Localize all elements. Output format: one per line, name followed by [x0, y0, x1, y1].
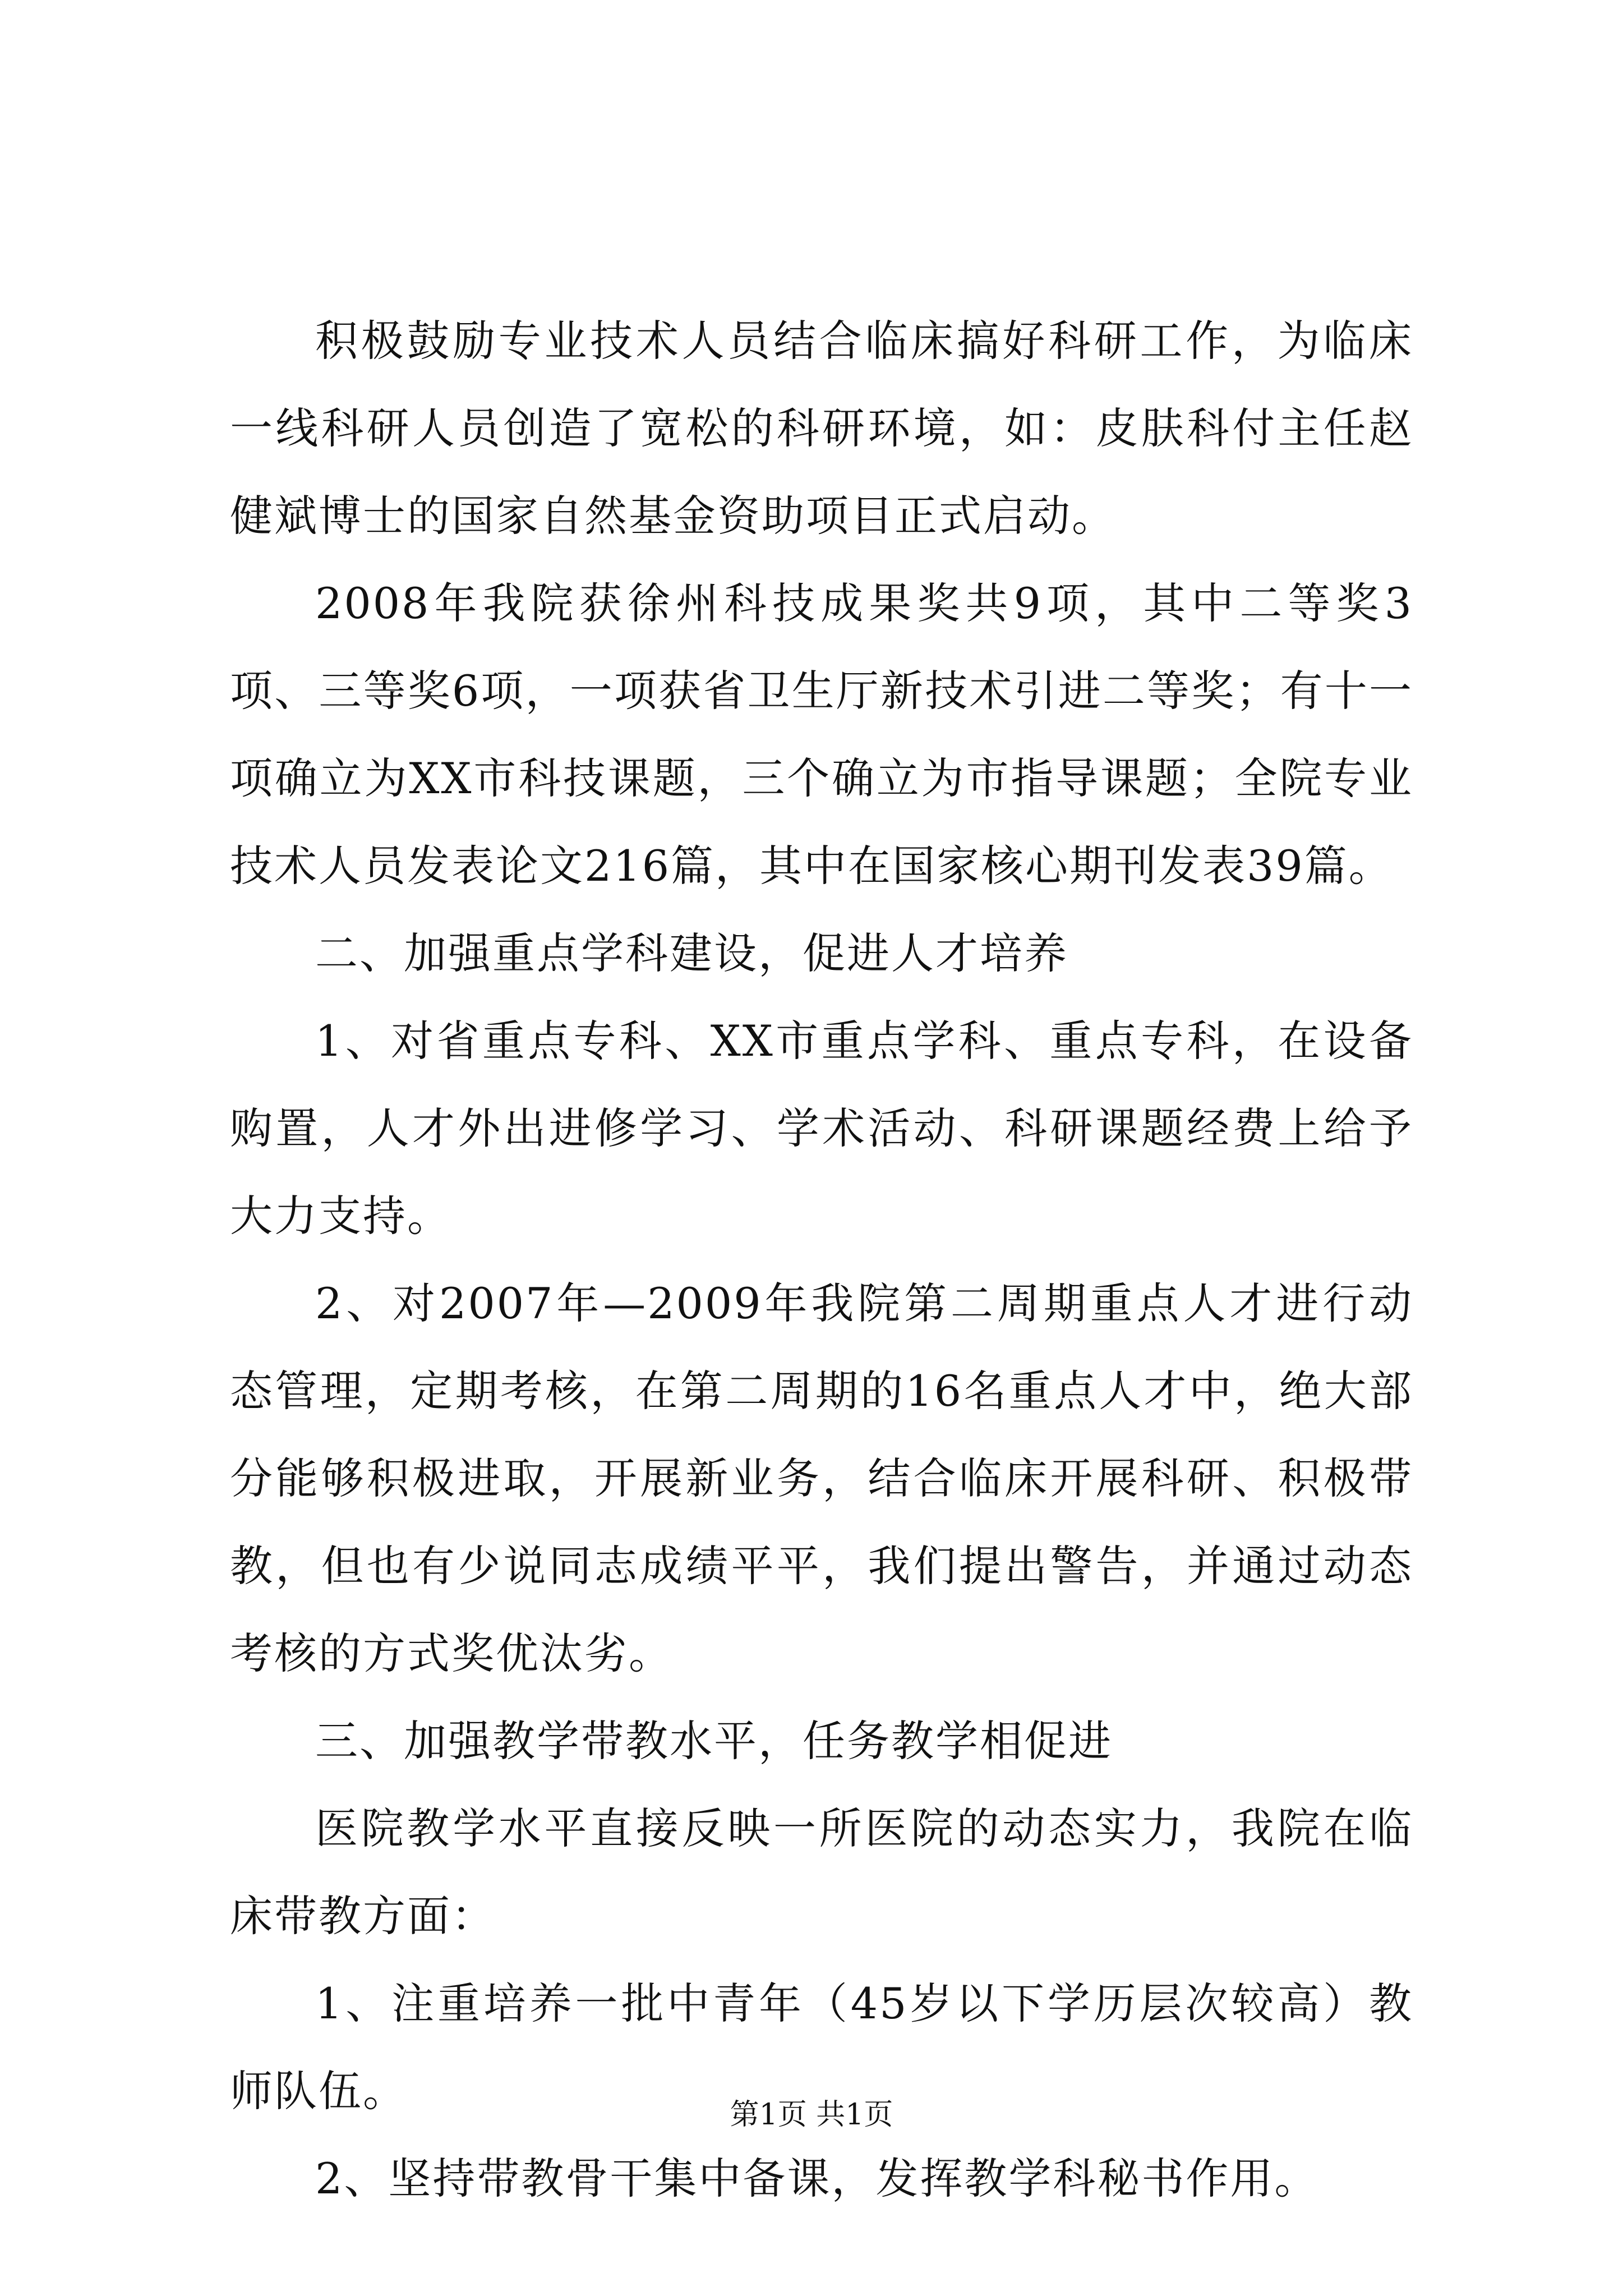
paragraph-2008-achievements: 2008年我院获徐州科技成果奖共9项，其中二等奖3项、三等奖6项，一项获省卫生厅新技术引进二等奖；有十一项确立为XX市科技课题，三个确立为市指导课题；全院专业技术人员发表论文216篇，其中在国家核心期刊发表39篇。: [230, 578, 1413, 891]
section-heading-teaching: 三、加强教学带教水平，任务教学相促进: [315, 1716, 1113, 1766]
paragraph-research-encouragement: 积极鼓励专业技术人员结合临床搞好科研工作，为临床一线科研人员创造了宽松的科研环境，如：皮肤科付主任赵健斌博士的国家自然基金资助项目正式启动。: [230, 316, 1413, 541]
paragraph-teaching-item-1: 1、注重培养一批中青年（45岁以下学历层次较高）教师队伍。: [230, 1978, 1413, 2116]
page-footer: 第1页 共1页: [730, 2098, 893, 2132]
paragraph-item-2-talent-management: 2、对2007年—2009年我院第二周期重点人才进行动态管理，定期考核，在第二周期的16名重点人才中，绝大部分能够积极进取，开展新业务，结合临床开展科研、积极带教，但也有少说同志成绩平平，我们提出警告，并通过动态考核的方式奖优汰劣。: [230, 1278, 1413, 1678]
document-body: [230, 297, 1413, 2223]
paragraph-teaching-intro: 医院教学水平直接反映一所医院的动态实力，我院在临床带教方面：: [230, 1803, 1413, 1941]
section-heading-key-disciplines: 二、加强重点学科建设，促进人才培养: [315, 928, 1068, 978]
paragraph-item-1-support: 1、对省重点专科、XX市重点学科、重点专科，在设备购置，人才外出进修学习、学术活动、科研课题经费上给予大力支持。: [230, 1016, 1413, 1241]
paragraph-teaching-item-2: 2、坚持带教骨干集中备课，发挥教学科秘书作用。: [315, 2154, 1319, 2203]
